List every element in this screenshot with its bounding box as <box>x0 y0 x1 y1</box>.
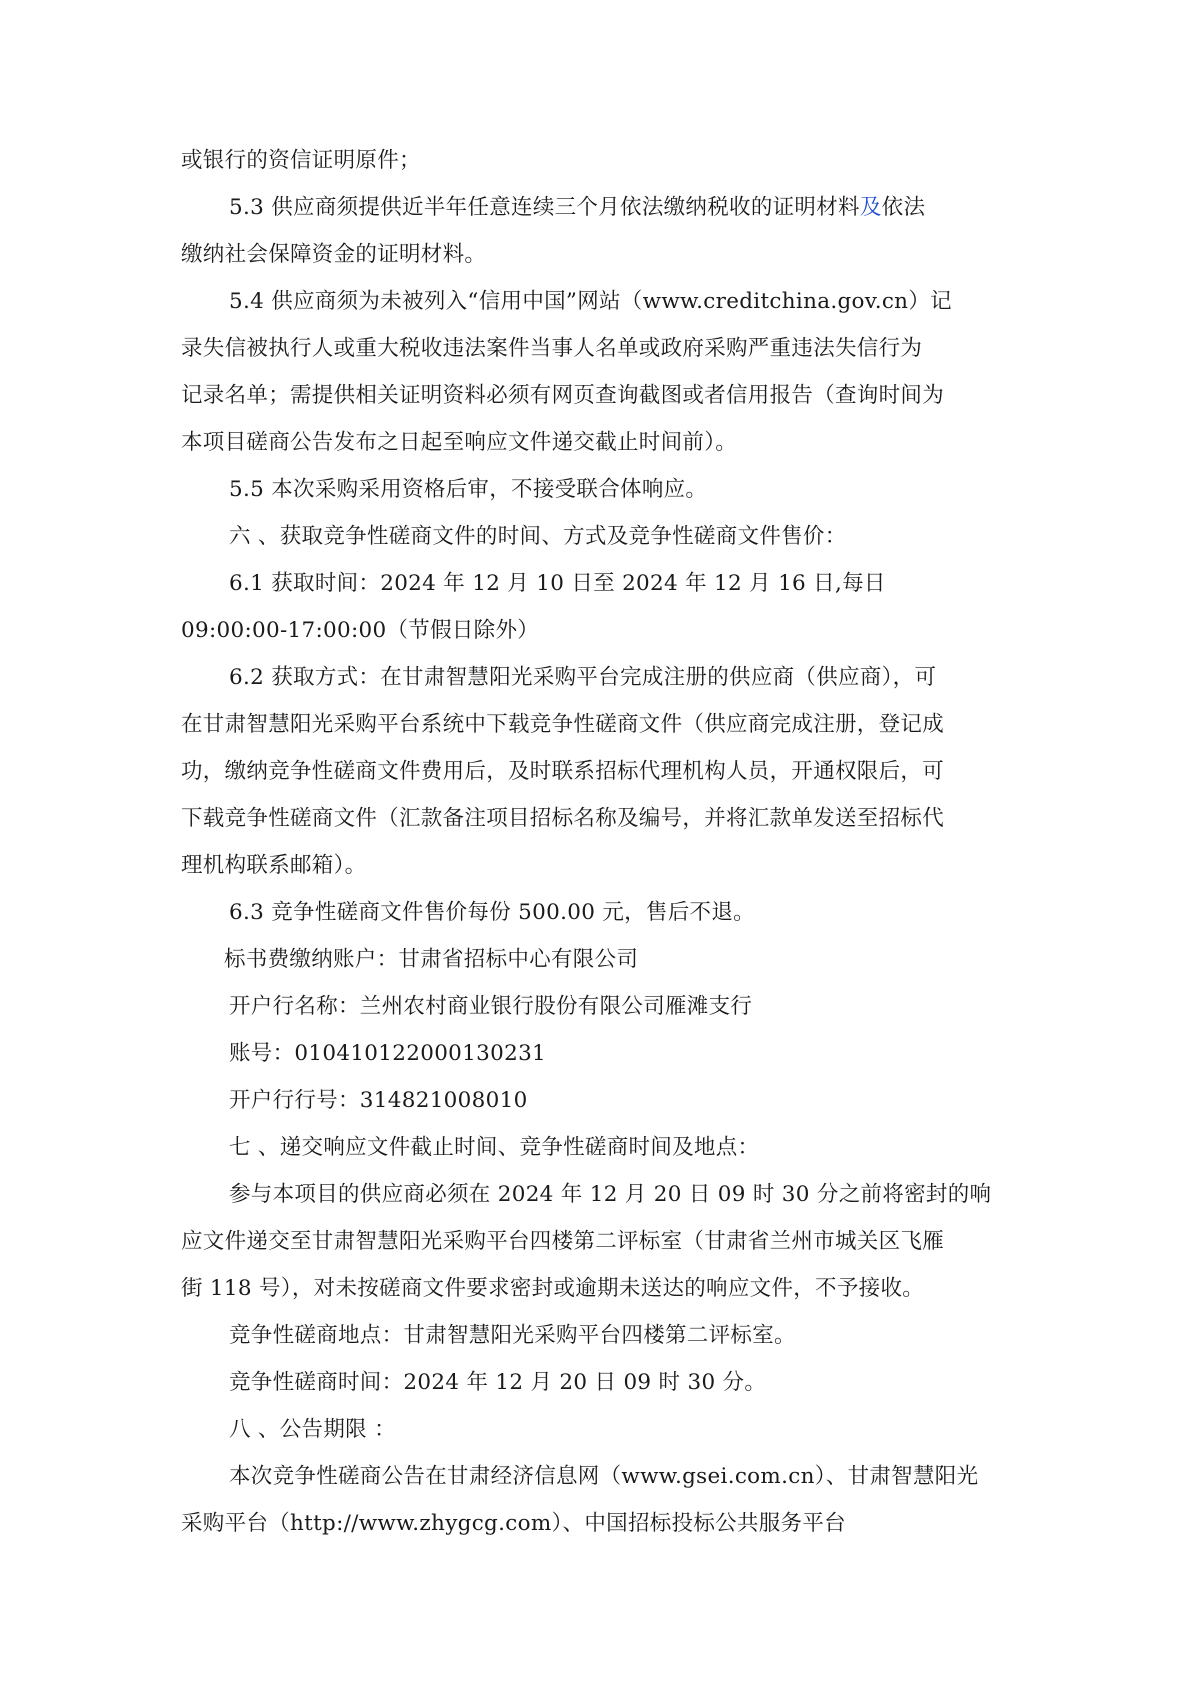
text-line: 街 118 号），对未按磋商文件要求密封或逾期未送达的响应文件，不予接收。 <box>181 1276 925 1301</box>
text-segment: 5.3 供应商须提供近半年任意连续三个月依法缴纳税收的证明材料 <box>229 195 860 220</box>
text-line <box>181 184 1011 231</box>
highlighted-text: 及 <box>859 195 882 220</box>
text-line: 开户行名称：兰州农村商业银行股份有限公司雁滩支行 <box>229 994 753 1019</box>
text-line: 本次竞争性磋商公告在甘肃经济信息网（www.gsei.com.cn）、甘肃智慧阳光 <box>229 1464 979 1489</box>
text-line: 记录名单；需提供相关证明资料必须有网页查询截图或者信用报告（查询时间为 <box>181 383 945 408</box>
text-line: 在甘肃智慧阳光采购平台系统中下载竞争性磋商文件（供应商完成注册，登记成 <box>181 712 945 737</box>
text-line: 6.3 竞争性磋商文件售价每份 500.00 元，售后不退。 <box>229 900 755 925</box>
text-line: 采购平台（http://www.zhygcg.com）、中国招标投标公共服务平台 <box>181 1511 846 1536</box>
text-line: 开户行行号：314821008010 <box>229 1088 528 1113</box>
text-line: 账号：010410122000130231 <box>229 1041 547 1066</box>
text-line: 竞争性磋商时间：2024 年 12 月 20 日 09 时 30 分。 <box>229 1370 767 1395</box>
document-body <box>181 137 1011 1547</box>
text-line: 5.4 供应商须为未被列入“信用中国”网站（www.creditchina.gov.cn）记 <box>229 289 952 314</box>
text-line: 应文件递交至甘肃智慧阳光采购平台四楼第二评标室（甘肃省兰州市城关区飞雁 <box>181 1229 945 1254</box>
text-line: 或银行的资信证明原件； <box>181 148 421 173</box>
text-line: 竞争性磋商地点：甘肃智慧阳光采购平台四楼第二评标室。 <box>229 1323 796 1348</box>
text-line: 参与本项目的供应商必须在 2024 年 12 月 20 日 09 时 30 分之前将密封的响 <box>229 1182 992 1207</box>
text-line: 本项目磋商公告发布之日起至响应文件递交截止时间前）。 <box>181 430 738 455</box>
section-heading: 七 、递交响应文件截止时间、竞争性磋商时间及地点： <box>229 1135 760 1160</box>
text-line: 理机构联系邮箱）。 <box>181 853 367 878</box>
text-line: 标书费缴纳账户：甘肃省招标中心有限公司 <box>224 947 639 972</box>
text-line: 缴纳社会保障资金的证明材料。 <box>181 242 487 267</box>
text-line: 6.1 获取时间：2024 年 12 月 10 日至 2024 年 12 月 16 日,每日 <box>229 571 886 596</box>
text-line: 下载竞争性磋商文件（汇款备注项目招标名称及编号，并将汇款单发送至招标代 <box>181 806 945 831</box>
text-line: 功，缴纳竞争性磋商文件费用后，及时联系招标代理机构人员，开通权限后，可 <box>181 759 945 784</box>
text-line: 09:00:00-17:00:00（节假日除外） <box>181 618 540 643</box>
text-segment: 依法 <box>881 195 926 220</box>
section-heading: 八 、公告期限 ： <box>229 1417 396 1442</box>
text-line: 6.2 获取方式：在甘肃智慧阳光采购平台完成注册的供应商（供应商），可 <box>229 665 937 690</box>
text-line: 5.5 本次采购采用资格后审，不接受联合体响应。 <box>229 477 708 502</box>
section-heading: 六 、获取竞争性磋商文件的时间、方式及竞争性磋商文件售价： <box>229 524 847 549</box>
text-line: 录失信被执行人或重大税收违法案件当事人名单或政府采购严重违法失信行为 <box>181 336 923 361</box>
